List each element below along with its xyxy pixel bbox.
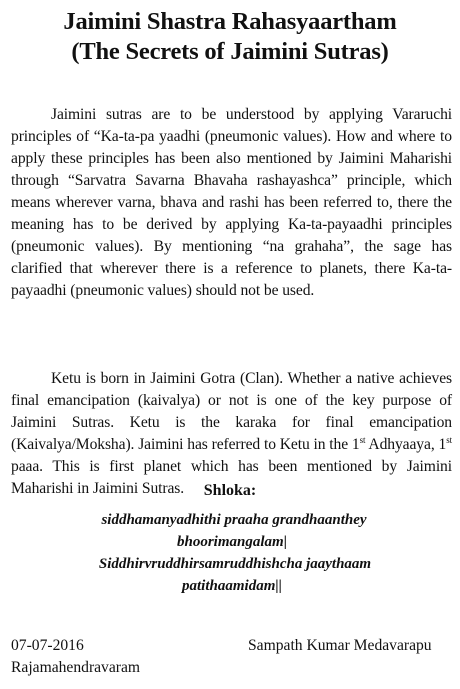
shloka-line-2: bhoorimangalam|	[177, 534, 287, 550]
paragraph-2-part-3: paaa. This is first planet which has been mentioned by Jaimini Maharishi in Jaimini Sutras.	[11, 458, 452, 497]
paragraph-2-part-2: Adhyaaya, 1	[365, 436, 447, 453]
paragraph-2-part-1: Ketu is born in Jaimini Gotra (Clan). Whether a native achieves final emancipation (kaivalya) or not is one of the key purpose of Jaimini Sutras. Ketu is the karaka for final emancipation (Kaivalya/Moksha). Jaimini has referred to Ketu in the 1	[11, 370, 452, 453]
footer-author: Sampath Kumar Medavarapu	[248, 637, 432, 654]
paragraph-2	[11, 368, 452, 500]
superscript-1: st	[359, 434, 366, 445]
shloka-line-1: siddhamanyadhithi praaha grandhaanthey	[101, 512, 367, 528]
superscript-2: st	[446, 434, 452, 445]
title-line-2: (The Secrets of Jaimini Sutras)	[71, 38, 389, 65]
shloka-line-3: Siddhirvruddhirsamruddhishcha jaaythaam	[98, 556, 372, 572]
shloka-heading: Shloka:	[203, 482, 257, 499]
paragraph-1: Jaimini sutras are to be understood by applying Vararuchi principles of “Ka-ta-pa yaadhi (pneumonic values). How and where to apply these principles has been also mentioned by Jaimini Maharishi through “Sarvatra Savarna Bhavaha rashayashca” principle, which means wherever varna, bhava and rashi has been referred to, there the meaning has to be derived by applying Ka-ta-payaadhi principles (pneumonic values). By mentioning “na grahaha”, the sage has clarified that wherever there is a reference to planets, there Ka-ta-payaadhi (pneumonic values) should not be used.	[11, 106, 452, 299]
title-line-1: Jaimini Shastra Rahasyaartham	[63, 8, 397, 35]
footer-place: Rajamahendravaram	[11, 659, 141, 676]
footer-date: 07-07-2016	[11, 637, 84, 654]
shloka-line-4: patithaamidam||	[182, 578, 282, 594]
